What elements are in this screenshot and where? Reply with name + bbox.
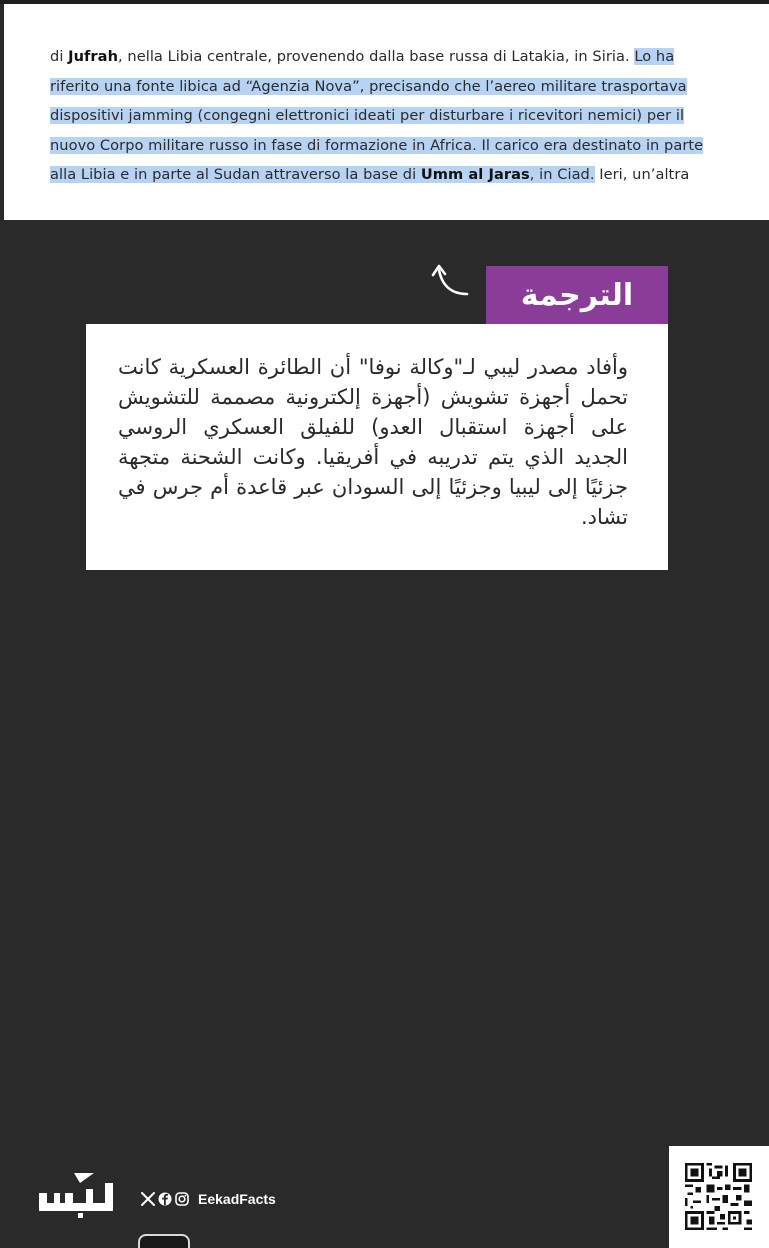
article-screenshot [4, 4, 769, 220]
translation-card [86, 324, 668, 570]
highlighted-text: riferito una fonte libica ad “Agenzia Nova”, precisando che l’aereo militare trasportava [50, 77, 687, 95]
instagram-icon[interactable] [175, 1192, 189, 1206]
article-text-segment: , nella Libia centrale, provenendo dalla base russa di Latakia, in Siria. [118, 48, 635, 65]
eekad-logo [34, 1169, 118, 1219]
article-line [50, 72, 740, 102]
facebook-icon[interactable] [158, 1192, 172, 1206]
highlighted-text: Umm al Jaras [420, 166, 530, 183]
qr-box [669, 1146, 769, 1248]
article-text-segment: Jufrah [68, 48, 119, 65]
x-icon[interactable] [141, 1192, 155, 1206]
article-line [50, 101, 740, 131]
highlighted-text: , in Ciad. [529, 166, 595, 183]
translation-body: وأفاد مصدر ليبي لـ"وكالة نوفا" أن الطائرة العسكرية كانت تحمل أجهزة تشويش (أجهزة إلكترونية مصممة للتشويش على أجهزة استقبال العدو) للفيلق العسكري الروسي الجديد الذي يتم تدريبه في أفريقيا. وكانت الشحنة متجهة جزئيًا إلى ليبيا وجزئيًا إلى السودان عبر قاعدة أم جرس في تشاد. [118, 355, 628, 529]
translation-tag: الترجمة [486, 266, 668, 324]
footer [0, 573, 769, 1207]
social-links [141, 1189, 276, 1209]
highlighted-text: alla Libia e in parte al Sudan attraverso la base di [50, 166, 421, 183]
curved-arrow-icon [430, 258, 476, 304]
article-line [50, 42, 740, 72]
article-line [50, 131, 740, 161]
bottom-tab-handle[interactable] [138, 1234, 190, 1248]
highlighted-text: dispositivi jamming (congegni elettronici ideati per disturbare i ricevitori nemici) per il [50, 107, 685, 124]
highlighted-text: Lo ha [634, 48, 675, 65]
article-text [50, 42, 740, 200]
social-handle: EekadFacts [198, 1191, 276, 1207]
article-line [50, 160, 740, 190]
article-text-segment: di [50, 48, 69, 65]
article-text-segment: Ieri, un’altra [594, 166, 690, 183]
clipped-line [50, 190, 740, 200]
qr-code-icon [685, 1163, 752, 1230]
highlighted-text: nuovo Corpo militare russo in fase di formazione in Africa. Il carico era destinato in parte [50, 136, 704, 154]
